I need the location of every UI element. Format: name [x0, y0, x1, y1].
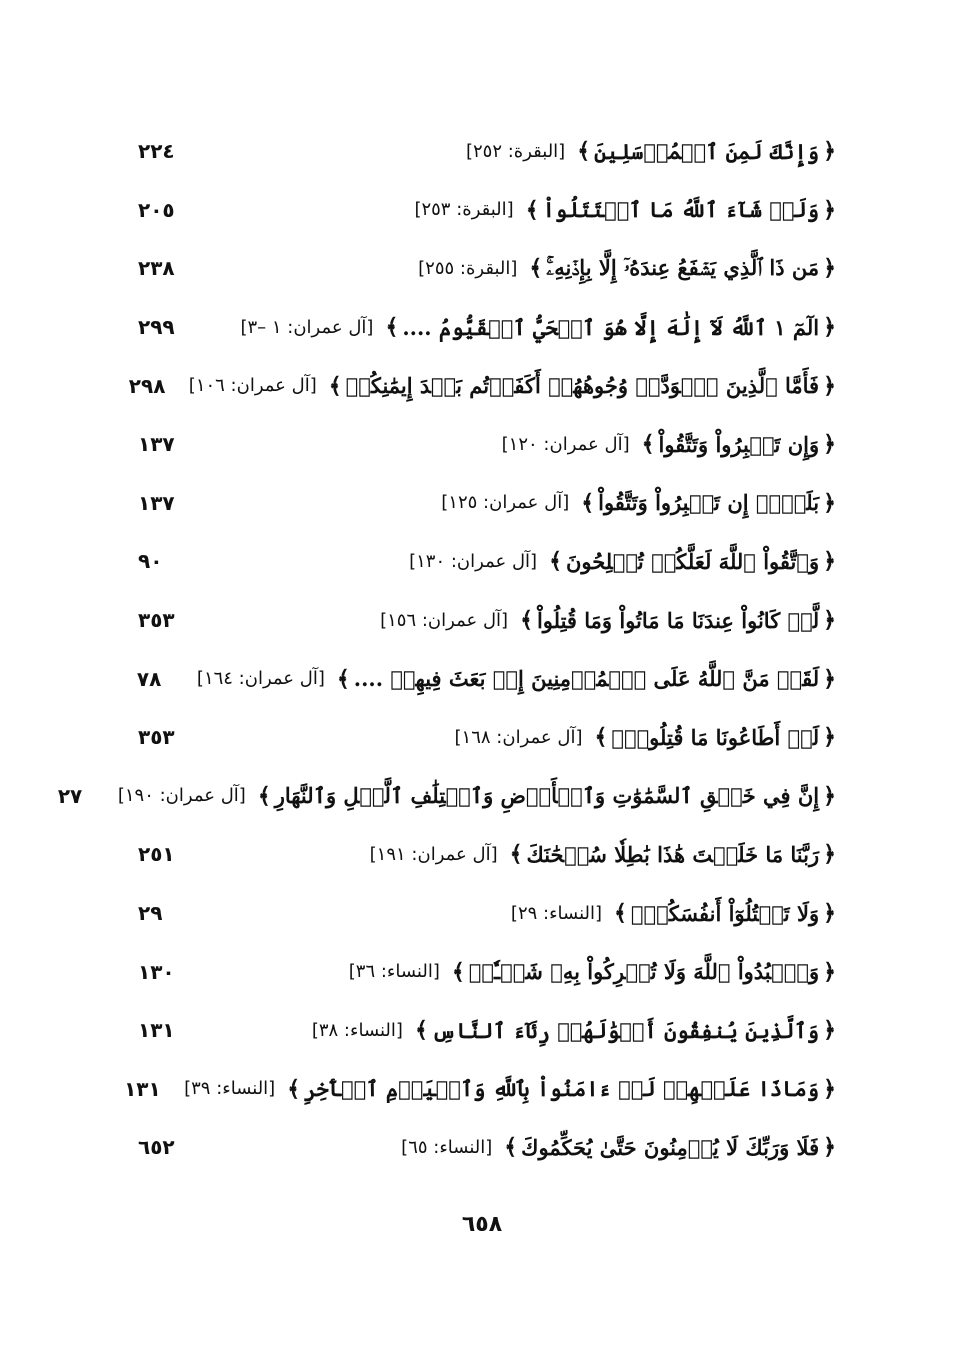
surah-reference: [آل عمران: ١٠٦]	[188, 375, 317, 397]
verse-citation	[118, 783, 840, 809]
verse-entry	[120, 1060, 840, 1119]
verse-entry	[120, 649, 840, 708]
surah-reference: [النساء: ٣٦]	[348, 961, 440, 983]
quran-open-bracket: ﴿	[823, 724, 836, 751]
surah-reference: [النساء: ٣٩]	[184, 1078, 276, 1100]
verse-text: وَإِن تَصۡبِرُواْ وَتَتَّقُواْ	[658, 431, 820, 457]
page-reference: ٦٥٢	[138, 1135, 175, 1160]
quran-close-bracket: ﴾	[328, 372, 342, 399]
verse-text: وَمَاذَا عَلَيۡهِمۡ لَوۡ ءَامَنُواْ بِٱللَّهِ وَٱلۡيَوۡمِ ٱلۡأٓخِرِ	[304, 1076, 820, 1102]
quran-close-bracket: ﴾	[614, 900, 627, 927]
quran-open-bracket: ﴿	[823, 489, 836, 516]
quran-close-bracket: ﴾	[385, 314, 399, 341]
verse-text: وَٱعۡبُدُواْ ٱللَّهَ وَلَا تُشۡرِكُواْ بِهِۦ شَيۡـٔٗاۖ	[468, 959, 820, 985]
verse-text: لَوۡ أَطَاعُونَا مَا قُتِلُواْۗ	[611, 724, 820, 750]
verse-entry	[120, 415, 840, 474]
verse-entry	[120, 356, 840, 415]
page-reference: ٢٣٨	[138, 256, 175, 281]
quran-open-bracket: ﴿	[823, 372, 836, 399]
verse-text: لَّوۡ كَانُواْ عِندَنَا مَا مَاتُواْ وَمَا قُتِلُواْ	[536, 607, 820, 633]
verse-citation	[349, 959, 840, 985]
quran-open-bracket: ﴿	[823, 607, 836, 634]
verse-text: فَلَا وَرَبِّكَ لَا يُؤۡمِنُونَ حَتَّىٰ يُحَكِّمُوكَ	[521, 1134, 820, 1160]
verse-index-list	[57, 122, 840, 1177]
verse-entry	[120, 591, 840, 650]
quran-open-bracket: ﴿	[823, 1134, 836, 1161]
verse-entry	[120, 825, 840, 884]
quran-close-bracket: ﴾	[594, 724, 608, 751]
verse-citation	[409, 548, 840, 574]
quran-open-bracket: ﴿	[823, 431, 836, 458]
verse-citation	[418, 255, 840, 281]
verse-entry	[120, 474, 840, 533]
verse-citation	[511, 900, 840, 926]
quran-open-bracket: ﴿	[823, 138, 836, 165]
verse-entry	[120, 1118, 840, 1177]
page-reference: ٢٥١	[138, 842, 175, 867]
surah-reference: [آل عمران: ١٦٤]	[196, 668, 325, 690]
verse-text: وَإِنَّكَ لَمِنَ ٱلۡمُرۡسَلِينَ	[594, 138, 820, 164]
verse-citation	[312, 1017, 840, 1043]
quran-open-bracket: ﴿	[823, 196, 836, 223]
page-reference: ٩٠	[138, 549, 163, 574]
quran-close-bracket: ﴾	[549, 548, 562, 575]
verse-entry	[120, 122, 840, 181]
surah-reference: [النساء: ٣٨]	[311, 1019, 403, 1041]
quran-open-bracket: ﴿	[823, 1017, 836, 1044]
verse-text: وَٱتَّقُواْ ٱللَّهَ لَعَلَّكُمۡ تُفۡلِحُونَ	[565, 548, 820, 574]
surah-reference: [البقرة: ٢٥٥]	[418, 257, 518, 279]
verse-citation	[414, 197, 840, 223]
page-reference: ١٣١	[138, 1018, 175, 1043]
quran-close-bracket: ﴾	[520, 607, 533, 634]
quran-open-bracket: ﴿	[823, 255, 836, 282]
surah-reference: [آل عمران: ١٣٠]	[409, 550, 538, 572]
verse-text: وَٱلَّذِينَ يُنفِقُونَ أَمۡوَٰلَهُمۡ رِئَآءَ ٱلنَّاسِ	[431, 1017, 820, 1043]
verse-citation	[441, 490, 840, 516]
quran-close-bracket: ﴾	[577, 138, 591, 165]
verse-entry	[120, 884, 840, 943]
surah-reference: [النساء: ٦٥]	[401, 1136, 493, 1158]
page-number-footer: ٦٥٨	[461, 1212, 503, 1237]
quran-close-bracket: ﴾	[525, 196, 539, 223]
page-reference: ٢٢٤	[138, 139, 175, 164]
quran-open-bracket: ﴿	[823, 841, 836, 868]
surah-reference: [آل عمران: ١٩١]	[369, 843, 498, 865]
verse-text: فَأَمَّا ٱلَّذِينَ ٱسۡوَدَّتۡ وُجُوهُهُمۡ أَكَفَرۡتُم بَعۡدَ إِيمَٰنِكُمۡ	[345, 373, 820, 399]
page-reference: ٢٩	[138, 901, 163, 926]
quran-open-bracket: ﴿	[823, 782, 836, 809]
quran-open-bracket: ﴿	[823, 1075, 836, 1102]
verse-text: لَقَدۡ مَنَّ ٱللَّهُ عَلَى ٱلۡمُؤۡمِنِينَ إِذۡ بَعَثَ فِيهِمۡ ....	[353, 666, 820, 692]
verse-text: مَن ذَا ٱلَّذِي يَشۡفَعُ عِندَهُۥٓ إِلَّا بِإِذۡنِهِۦۚ	[546, 255, 820, 281]
page-reference: ٢٩٨	[128, 373, 166, 398]
verse-citation	[466, 138, 840, 164]
verse-text: بَلَىٰٓۚ إِن تَصۡبِرُواْ وَتَتَّقُواْ	[598, 490, 820, 516]
page-reference: ١٣٠	[138, 959, 175, 984]
surah-reference: [البقرة: ٢٥٢]	[465, 140, 566, 162]
page-reference: ١٣٧	[138, 490, 175, 515]
quran-close-bracket: ﴾	[257, 782, 271, 809]
verse-citation	[370, 841, 840, 867]
quran-close-bracket: ﴾	[504, 1134, 518, 1161]
quran-close-bracket: ﴾	[581, 489, 595, 516]
quran-close-bracket: ﴾	[529, 255, 543, 282]
quran-close-bracket: ﴾	[641, 431, 655, 458]
verse-citation	[189, 373, 840, 399]
page-reference: ٣٥٣	[138, 608, 175, 633]
quran-close-bracket: ﴾	[287, 1075, 301, 1102]
verse-text: وَلَوۡ شَآءَ ٱللَّهُ مَا ٱقۡتَتَلُواْ	[542, 197, 820, 223]
verse-entry	[120, 181, 840, 240]
verse-citation	[401, 1134, 840, 1160]
surah-reference: [آل عمران: ١ –٣]	[240, 316, 374, 338]
verse-entry	[120, 708, 840, 767]
verse-text: الٓمٓ ١ ٱللَّهُ لَآ إِلَٰهَ إِلَّا هُوَ ٱلۡحَيُّ ٱلۡقَيُّومُ ....	[402, 314, 820, 340]
verse-entry	[120, 1001, 840, 1060]
surah-reference: [النساء: ٢٩]	[510, 902, 603, 924]
verse-citation	[184, 1076, 840, 1102]
page-reference: ١٣١	[124, 1076, 161, 1101]
verse-entry	[120, 298, 840, 357]
quran-open-bracket: ﴿	[823, 665, 836, 692]
verse-entry	[120, 532, 840, 591]
verse-text: رَبَّنَا مَا خَلَقۡتَ هَٰذَا بَٰطِلٗا سُبۡحَٰنَكَ	[526, 841, 820, 867]
quran-close-bracket: ﴾	[336, 665, 350, 692]
page-reference: ١٣٧	[138, 432, 175, 457]
verse-citation	[455, 724, 840, 750]
surah-reference: [آل عمران: ١٦٨]	[454, 726, 583, 748]
quran-open-bracket: ﴿	[823, 958, 836, 985]
quran-open-bracket: ﴿	[823, 314, 836, 341]
page-reference: ٧٨	[136, 666, 162, 691]
quran-close-bracket: ﴾	[509, 841, 523, 868]
verse-citation	[240, 314, 840, 340]
surah-reference: [آل عمران: ١٢٥]	[441, 492, 570, 514]
verse-entry	[120, 942, 840, 1001]
quran-close-bracket: ﴾	[451, 958, 465, 985]
surah-reference: [آل عمران: ١٩٠]	[117, 785, 246, 807]
quran-open-bracket: ﴿	[823, 900, 836, 927]
page-reference: ٢٩٩	[138, 315, 175, 340]
verse-entry	[120, 239, 840, 298]
verse-citation	[197, 666, 840, 692]
page-reference: ٣٥٣	[138, 725, 175, 750]
quran-close-bracket: ﴾	[414, 1017, 428, 1044]
verse-citation	[502, 431, 840, 457]
verse-entry	[57, 767, 840, 826]
surah-reference: [البقرة: ٢٥٣]	[414, 199, 514, 221]
verse-citation	[380, 607, 840, 633]
quran-open-bracket: ﴿	[823, 548, 836, 575]
surah-reference: [آل عمران: ١٢٠]	[501, 433, 630, 455]
verse-text: وَلَا تَقۡتُلُوٓاْ أَنفُسَكُمۡۚ	[630, 900, 820, 926]
verse-text: إِنَّ فِي خَلۡقِ ٱلسَّمَٰوَٰتِ وَٱلۡأَرۡضِ وَٱخۡتِلَٰفِ ٱلَّيۡلِ وَٱلنَّهَارِ	[274, 783, 820, 809]
surah-reference: [آل عمران: ١٥٦]	[380, 609, 509, 631]
page-reference: ٢٧	[57, 783, 83, 808]
page-reference: ٢٠٥	[138, 197, 175, 222]
